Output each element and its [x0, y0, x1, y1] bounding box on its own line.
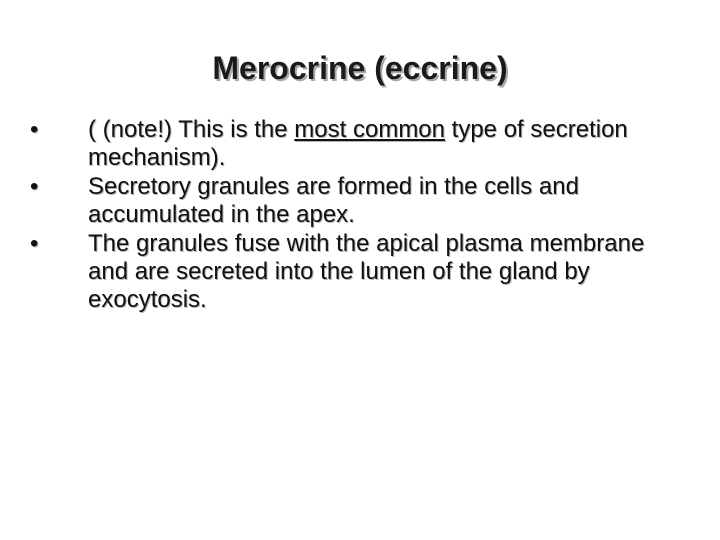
bullet-text-before: ( (note!) This is the	[88, 116, 295, 143]
bullet-text: The granules fuse with the apical plasma membrane and are secreted into the lumen of the gland by exocytosis.	[88, 230, 645, 313]
bullet-text-after: type of secretion mechanism).	[88, 116, 628, 171]
slide-title: Merocrine (eccrine)	[212, 50, 508, 86]
bullet-text-underlined: most common	[294, 116, 445, 143]
bullet-icon: •	[30, 116, 39, 143]
bullet-list	[30, 116, 690, 315]
bullet-text: Secretory granules are formed in the cells and accumulated in the apex.	[88, 173, 579, 228]
bullet-icon: •	[30, 173, 39, 200]
bullet-item-note	[30, 116, 690, 172]
bullet-item-granules-fuse	[30, 230, 690, 314]
bullet-icon: •	[30, 230, 39, 257]
bullet-item-granules-formed	[30, 173, 690, 229]
